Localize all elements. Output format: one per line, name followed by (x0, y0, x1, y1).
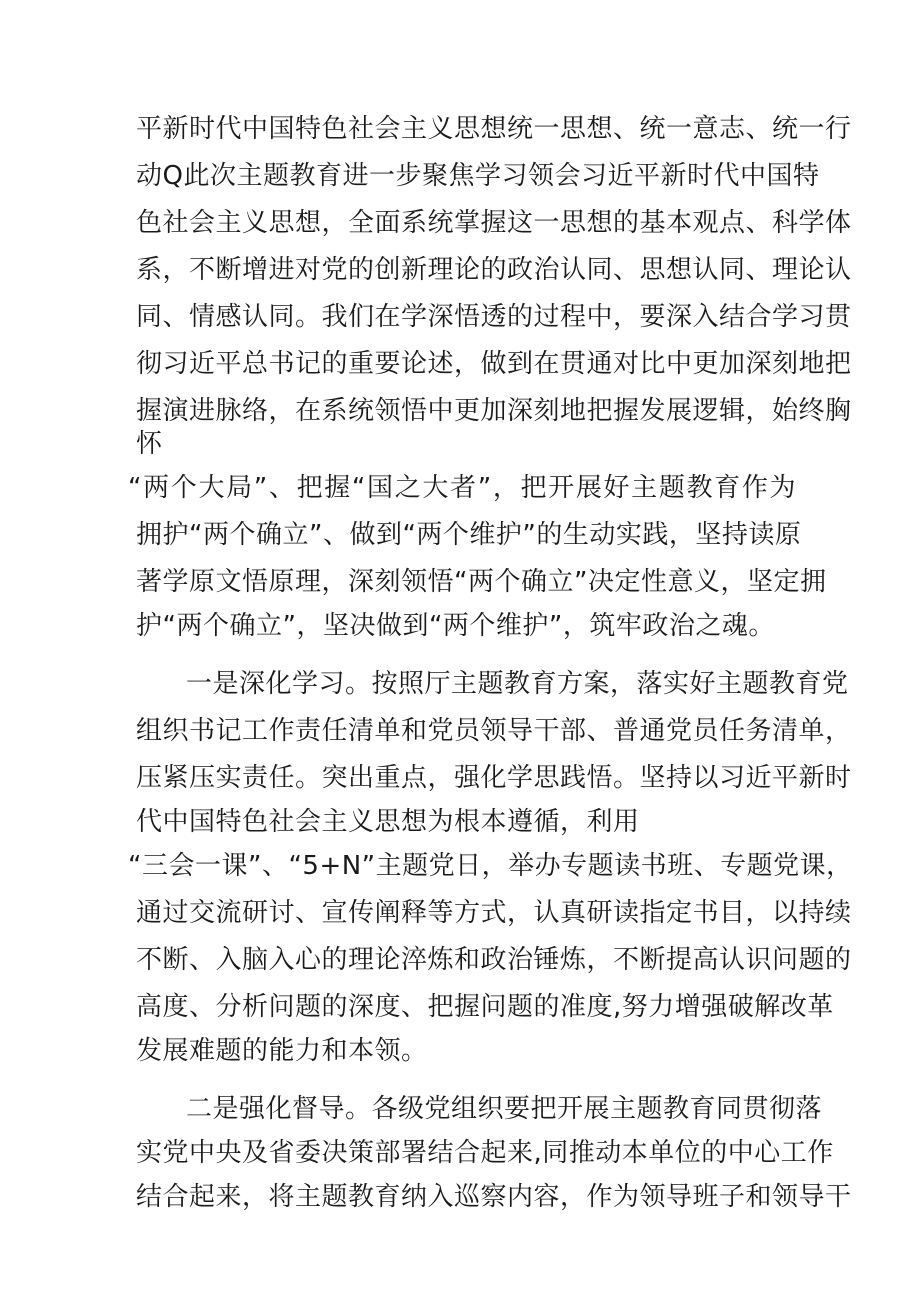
text-line: 怀 (136, 429, 163, 459)
text-line: 压紧压实责任。突出重点，强化学思践悟。坚持以习近平新时 (136, 763, 852, 793)
text-line: 握演进脉络，在系统领悟中更加深刻地把握发展逻辑，始终胸 (136, 396, 852, 426)
text-line: 一是深化学习。按照厅主题教育方案，落实好主题教育党 (186, 669, 849, 699)
text-line: 著学原文悟原理，深刻领悟“两个确立”决定性意义，坚定拥 (136, 567, 827, 597)
text-line: 二是强化督导。各级党组织要把开展主题教育同贯彻落 (186, 1094, 823, 1124)
text-line: 平新时代中国特色社会主义思想统一思想、统一意志、统一行 (136, 114, 852, 144)
text-line: 系，不断增进对党的创新理论的政治认同、思想认同、理论认 (136, 255, 852, 285)
text-line: 高度、分析问题的深度、把握问题的准度,努力增强破解改革 (136, 992, 834, 1022)
text-line: 实党中央及省委决策部署结合起来,同推动本单位的中心工作 (136, 1138, 834, 1168)
text-line: 同、情感认同。我们在学深悟透的过程中，要深入结合学习贯 (136, 302, 852, 332)
text-line: 代中国特色社会主义思想为根本遵循，利用 (136, 807, 640, 837)
text-line: 动Q此次主题教育进一步聚焦学习领会习近平新时代中国特 (136, 161, 820, 191)
text-line: “三会一课”、“5+N”主题党日，举办专题读书班、专题党课， (128, 851, 853, 881)
text-line: 护“两个确立”，坚决做到“两个维护”，筑牢政治之魂。 (136, 611, 775, 641)
text-line: 拥护“两个确立”、做到“两个维护”的生动实践，坚持读原 (136, 520, 802, 550)
text-line: 彻习近平总书记的重要论述，做到在贯通对比中更加深刻地把 (136, 349, 852, 379)
text-line: “两个大局”、把握“国之大者”，把开展好主题教育作为 (128, 473, 796, 503)
text-line: 发展难题的能力和本领。 (136, 1036, 428, 1066)
text-line: 组织书记工作责任清单和党员领导干部、普通党员任务清单， (136, 716, 852, 746)
text-line: 色社会主义思想，全面系统掌握这一思想的基本观点、科学体 (136, 208, 852, 238)
text-line: 不断、入脑入心的理论淬炼和政治锤炼，不断提高认识问题的 (136, 945, 852, 975)
text-line: 结合起来，将主题教育纳入巡察内容，作为领导班子和领导干 (136, 1182, 852, 1212)
text-line: 通过交流研讨、宣传阐释等方式，认真研读指定书目，以持续 (136, 898, 852, 928)
